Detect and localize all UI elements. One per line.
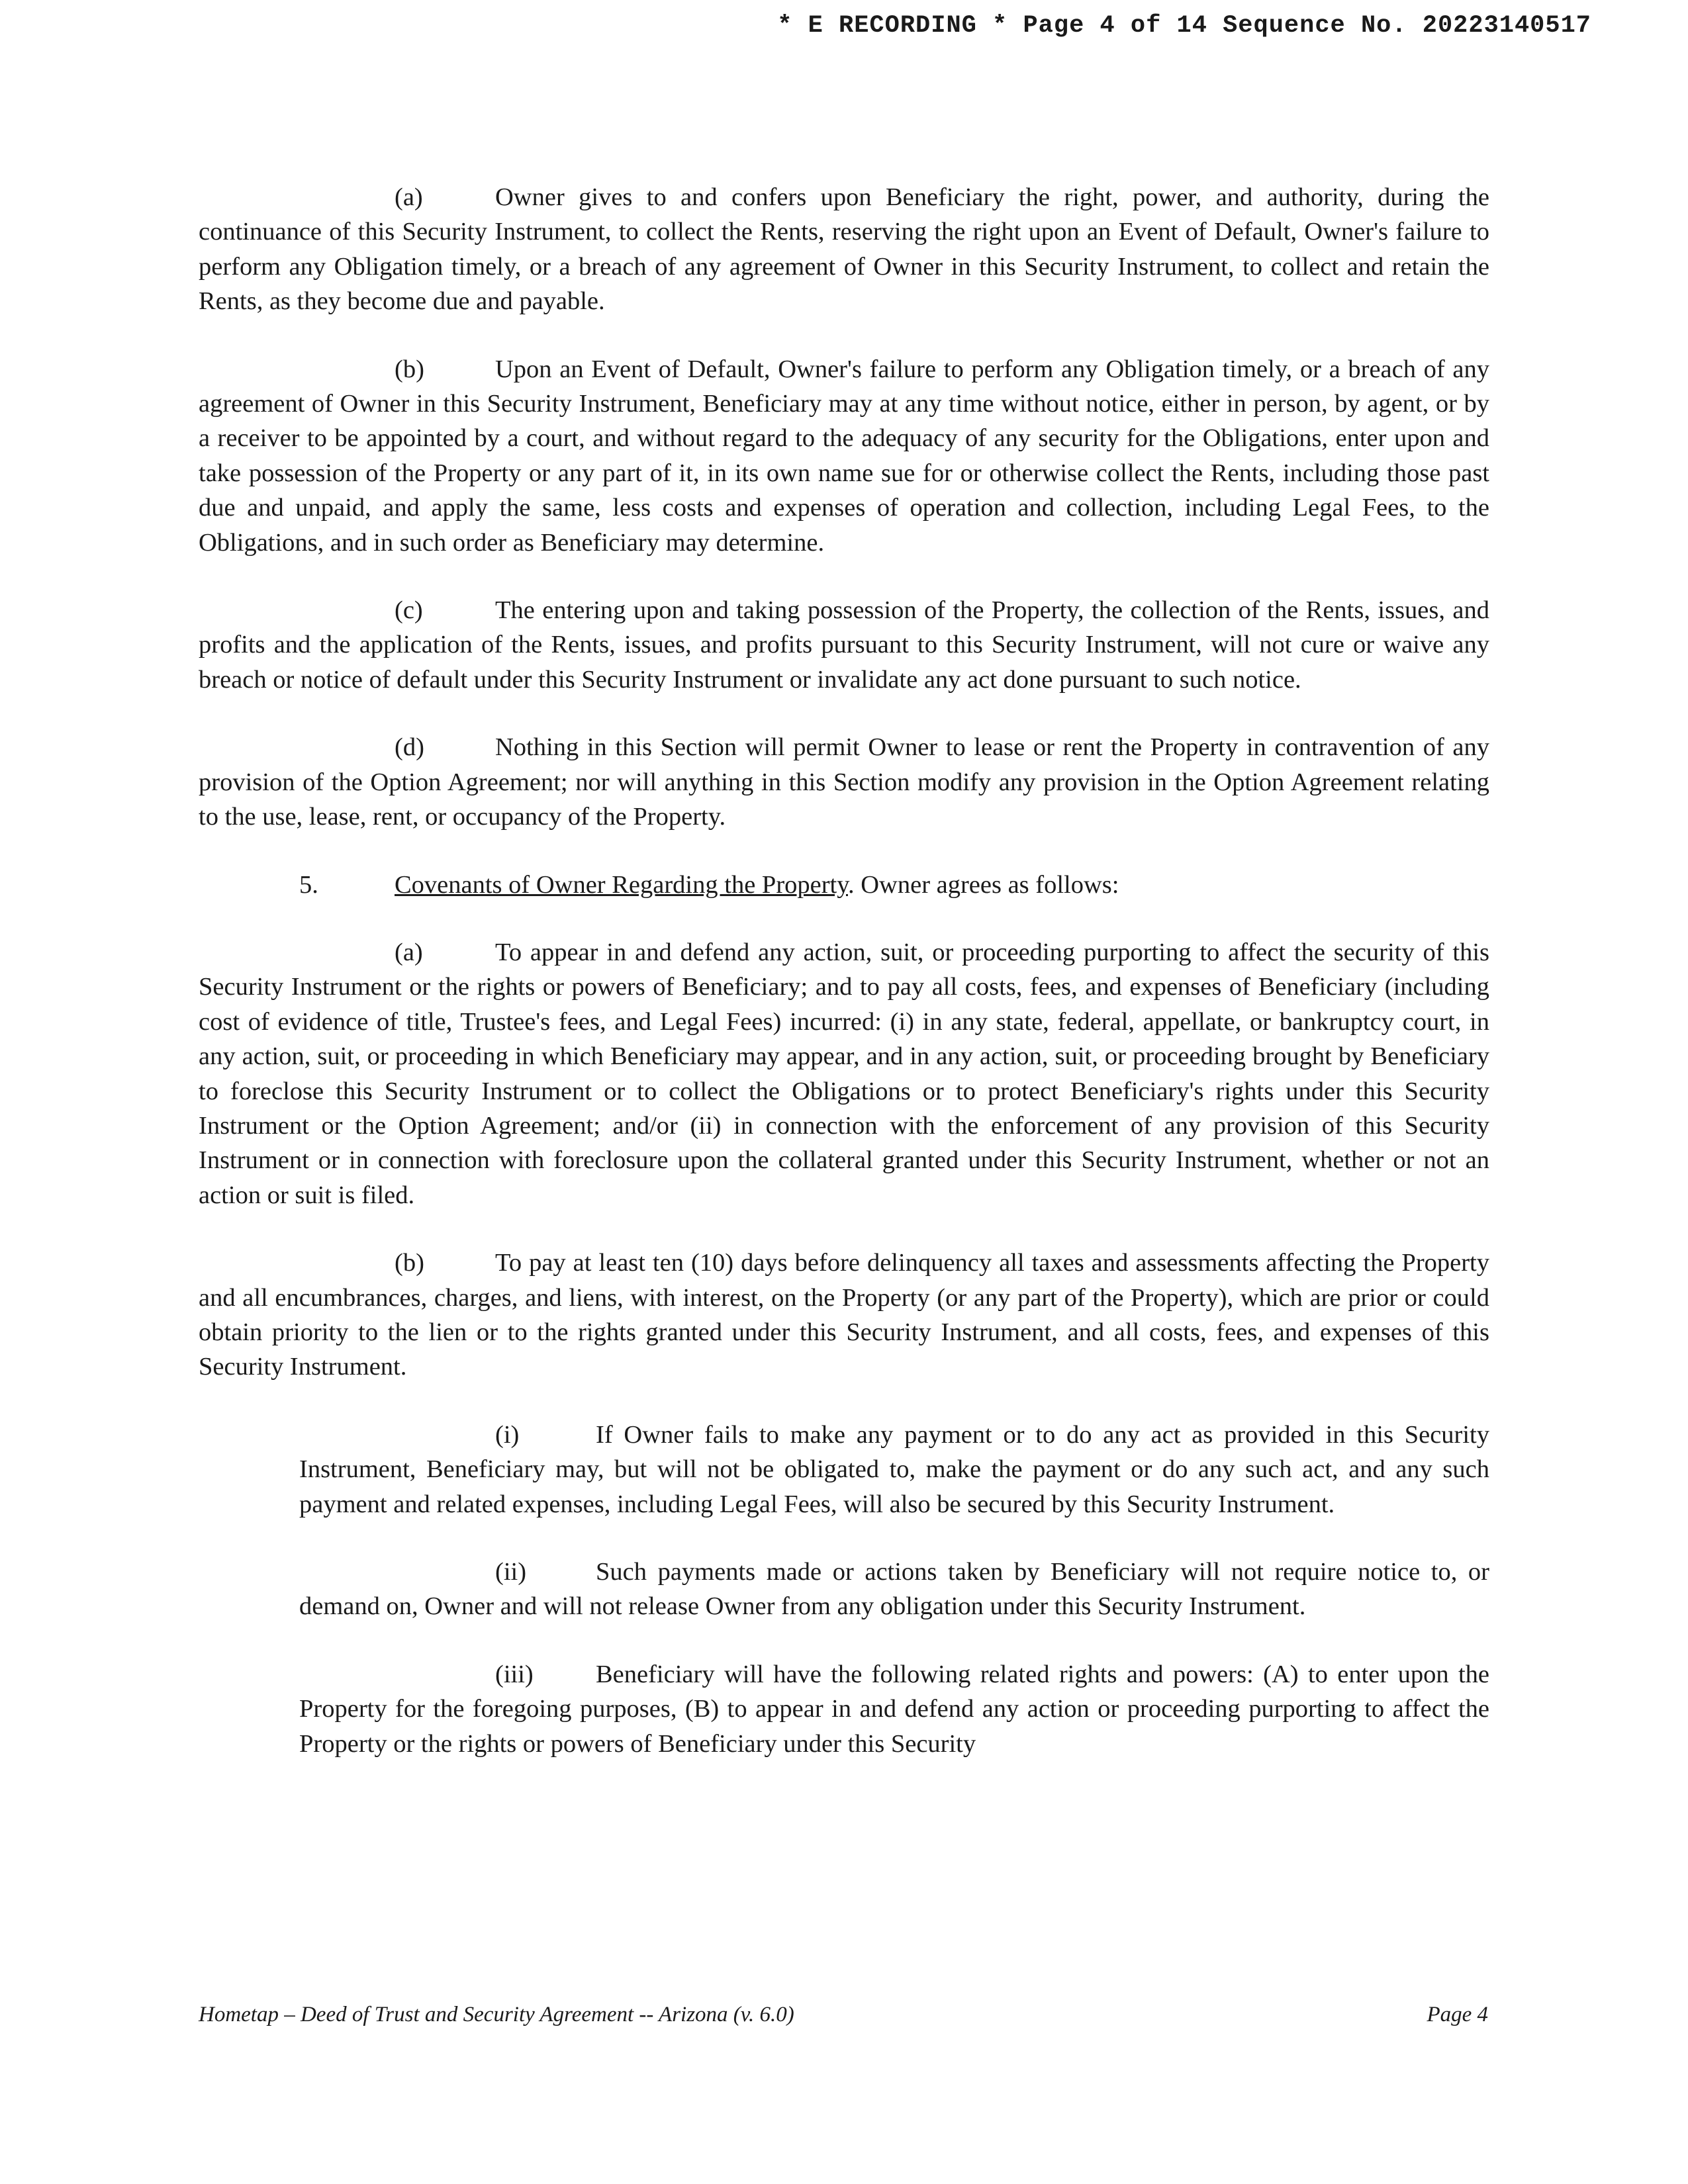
section-title: Covenants of Owner Regarding the Property: [395, 870, 848, 899]
paragraph-text: The entering upon and taking possession of the Property, the collection of the Rents, issues, and profits and the application of the Rents, issues, and profits pursuant to this Security Instrument, will not cure or waive any breach or notice of default under this Security Instrument or invalidate any act done pursuant to such notice.: [199, 596, 1489, 694]
paragraph-text: Upon an Event of Default, Owner's failure to perform any Obligation timely, or a breach of any agreement of Owner in this Security Instrument, Beneficiary may at any time without notice, either in person, by agent, or by a receiver to be appointed by a court, and without regard to the adequacy of any security for the Obligations, enter upon and take possession of the Property or any part of it, in its own name sue for or otherwise collect the Rents, including those past due and unpaid, and apply the same, less costs and expenses of operation and collection, including Legal Fees, to the Obligations, and in such order as Beneficiary may determine.: [199, 355, 1489, 557]
section-5-paragraph-a: [199, 935, 1489, 1212]
sub-item-text: Such payments made or actions taken by Beneficiary will not require notice to, or demand on, Owner and will not release Owner from any obligation under this Security Instrument.: [299, 1558, 1489, 1621]
paragraph-text: To appear in and defend any action, suit, or proceeding purporting to affect the security of this Security Instrument or the rights or powers of Beneficiary; and to pay all costs, fees, and expenses of Beneficiary (including cost of evidence of title, Trustee's fees, and Legal Fees) incurred: (i) in any state, federal, appellate, or bankruptcy court, in any action, suit, or proceeding in which Beneficiary may appear, and in any action, suit, or proceeding brought by Beneficiary to foreclose this Security Instrument or to collect the Obligations or to protect Beneficiary's rights under this Security Instrument or the Option Agreement; and/or (ii) in connection with the enforcement of any provision of this Security Instrument or in connection with foreclosure upon the collateral granted under this Security Instrument, whether or not an action or suit is filed.: [199, 938, 1489, 1209]
paragraph-text: Owner gives to and confers upon Beneficiary the right, power, and authority, during the continuance of this Security Instrument, to collect the Rents, reserving the right upon an Event of Default, Owner's failure to perform any Obligation timely, or a breach of any agreement of Owner in this Security Instrument, to collect and retain the Rents, as they become due and payable.: [199, 183, 1489, 316]
sub-item-iii: [299, 1657, 1489, 1761]
paragraph-b: [199, 352, 1489, 560]
paragraph-a: [199, 180, 1489, 319]
recording-header: * E RECORDING * Page 4 of 14 Sequence No. 20223140517: [777, 12, 1591, 40]
sub-item-marker: (ii): [495, 1558, 527, 1586]
paragraph-marker: (d): [395, 733, 424, 762]
paragraph-d: [199, 730, 1489, 834]
sub-item-marker: (i): [495, 1420, 520, 1449]
sub-item-i: [299, 1418, 1489, 1522]
section-5-heading: [199, 868, 1489, 902]
section-number: 5.: [299, 870, 318, 899]
footer-document-title: Hometap – Deed of Trust and Security Agreement -- Arizona (v. 6.0): [199, 2003, 794, 2026]
paragraph-text: To pay at least ten (10) days before delinquency all taxes and assessments affecting the Property and all encumbrances, charges, and liens, with interest, on the Property (or any part of the Property), which are prior or could obtain priority to the lien or to the rights granted under this Security Instrument, and all costs, fees, and expenses of this Security Instrument.: [199, 1249, 1489, 1381]
paragraph-marker: (c): [395, 596, 423, 625]
section-5-paragraph-b: [199, 1246, 1489, 1385]
sub-item-text: Beneficiary will have the following related rights and powers: (A) to enter upon the Property for the foregoing purposes, (B) to appear in and defend any action or proceeding purporting to affect the Property or the rights or powers of Beneficiary under this Security: [299, 1660, 1489, 1758]
footer-page-number: Page 4: [1427, 2003, 1488, 2026]
sub-item-marker: (iii): [495, 1660, 534, 1688]
paragraph-text: Nothing in this Section will permit Owner to lease or rent the Property in contravention of any provision of the Option Agreement; nor will anything in this Section modify any provision in the Option Agreement relating to the use, lease, rent, or occupancy of the Property.: [199, 733, 1489, 831]
document-body: [199, 180, 1489, 1794]
paragraph-marker: (a): [395, 183, 423, 211]
sub-item-text: If Owner fails to make any payment or to do any act as provided in this Security Instrument, Beneficiary may, but will not be obligated to, make the payment or do any such act, and any such payment and related expenses, including Legal Fees, will also be secured by this Security Instrument.: [299, 1420, 1489, 1518]
paragraph-c: [199, 593, 1489, 697]
paragraph-marker: (b): [395, 1249, 424, 1277]
paragraph-marker: (a): [395, 938, 423, 966]
sub-item-ii: [299, 1555, 1489, 1624]
section-lead: . Owner agrees as follows:: [848, 870, 1119, 899]
paragraph-marker: (b): [395, 355, 424, 383]
